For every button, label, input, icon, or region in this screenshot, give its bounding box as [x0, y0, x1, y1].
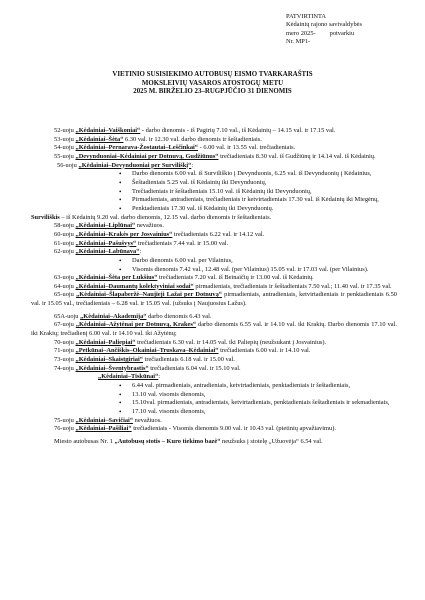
route-name: „Kėdainiai–Pašušvys“: [75, 239, 137, 247]
route-name: Surviliškis: [31, 213, 60, 221]
route-number: 73-uoju: [54, 356, 74, 364]
route-number: 53-uoju: [54, 135, 74, 143]
route-70: [31, 339, 397, 348]
route-54: [31, 144, 397, 153]
route-schedule: trečiadieniais 8.30 val. iš Gudžiūnų ir 14.14 val. iš Kėdainių.: [218, 152, 376, 160]
route-number: 71-uoju: [54, 347, 74, 355]
route-53: [31, 136, 397, 145]
route-schedule: – iš Kėdainių 9.20 val. darbo dienomis, 12.15 val. darbo dienomis ir šeštadieniais.: [59, 213, 272, 221]
route-number: 64-uoju: [54, 282, 74, 290]
route-schedule: - 6.00 val. ir 13.55 val. trečiadieniais.: [198, 144, 296, 152]
route-schedule: darbo dienomis 6.43 val.: [146, 312, 212, 320]
list-item: • Šeštadieniais 5.25 val. iš Kėdainių iki Devynduonių,: [31, 179, 397, 188]
route-schedule: 6.30 val. ir 12.30 val. darbo dienomis ir šeštadieniais.: [123, 135, 262, 143]
route-name: „Kėdainiai–Šlapaberžė–Naujieji Lažai per Dotnuvą“: [76, 291, 222, 299]
footer-route-name: „Autobusų stotis – Kuro tiekimo bazė“: [114, 437, 221, 445]
route-name: „Kėdainiai–Ažytėnai per Dotnuvą, Krakes“: [75, 321, 197, 329]
route-56: [31, 162, 397, 171]
document-title: [40, 71, 385, 97]
route-name: „Kėdainiai–Labūnava“: [75, 248, 140, 256]
route-number: 65A-uoju: [54, 312, 79, 320]
route-name: „Kėdainiai–Vaiškoniai“: [75, 127, 141, 134]
list-item: • 6.44 val. pirmadieniais, antradieniais, ketvirtadieniais, penktadieniais ir šeštadieniais,: [31, 382, 397, 391]
route-number: 62-uoju: [54, 248, 74, 256]
route-name: „Devynduoniai–Kėdainiai per Dotnuvą, Gudžiūnus“: [75, 152, 219, 160]
list-item: • Darbo dienomis 6.00 val. per Vilainius,: [31, 257, 397, 266]
route-schedule: pirmadieniais, antradieniais, ketvirtadieniais ir penktadieniais 6.50 val. ir 15.05 val., trečiadieniais – 6.28 val. ir 15.05 val. (užsuks į Naujuosius Lažus).: [31, 291, 397, 308]
route-name: „Kėdainiai–Šėta per Lukšius“: [75, 274, 158, 282]
route-name: „Kėdainiai–Šventybrastis“: [75, 364, 149, 372]
route-56-schedule-list: [31, 170, 397, 213]
route-schedule: :: [191, 161, 194, 169]
route-schedule: trečiadieniais 6.22 val. ir 14.12 val.: [172, 230, 265, 238]
route-number: 55-uoju: [54, 152, 74, 160]
list-item: • 17.10 val. visomis dienomis,: [31, 408, 397, 417]
route-58: [31, 222, 397, 231]
route-61: [31, 240, 397, 249]
footer-note: [31, 438, 397, 447]
route-62-schedule-list: [31, 257, 397, 274]
route-number: 52-uoju: [54, 127, 74, 134]
route-schedule: trečiadieniais 6.04 val. ir 15.10 val.: [148, 364, 241, 372]
route-71: [31, 347, 397, 356]
route-number: 61-uoju: [54, 239, 74, 247]
approval-date: mero 2025-: [286, 29, 316, 37]
route-tiskunai-schedule-list: [31, 382, 397, 417]
route-surviliskis: [31, 214, 397, 223]
route-74: [31, 365, 397, 374]
route-schedule: trečiadieniais 6.18 val. ir 15.00 val.: [142, 356, 235, 364]
route-name: „Kėdainiai–Šėta“: [75, 135, 124, 143]
route-name: „Kėdainiai–Liplūnai“: [75, 222, 136, 230]
route-schedule: darbo dienomis 6.55 val. ir 14.10 val. iki Krakių. Darbo dienomis 17.10 val. iki Krakių; trečiadienį 6.00 val. ir 14.10 val. iki Ažytėnų;: [31, 321, 397, 338]
route-name: „Kėdainiai–Savičiai“: [75, 416, 134, 424]
list-item: • Trečiadieniais ir šeštadieniais 15.10 val. iš Kėdainių iki Devynduonių,: [31, 188, 397, 197]
route-number: 76-uoju: [54, 425, 74, 433]
footer-text: neužsuks į stotelę „Užuovėja“ 6.54 val.: [220, 437, 323, 445]
route-name: „Petkūnai–Ančiškis–Okainiai–Truskava–Kėdainiai“: [75, 347, 219, 355]
document-body: [31, 127, 397, 447]
route-schedule: :: [139, 248, 142, 256]
route-schedule: trečiadieniais 7.44 val. ir 15.00 val.: [136, 239, 229, 247]
route-name: „Kėdainiai–Tiskūnai“: [98, 373, 159, 381]
list-item: • 15.10val. pirmadieniais, antradieniais, ketvirtadieniais, penktadieniais šeštadieniais ir sekmadieniais,: [31, 399, 397, 408]
route-name: „Kėdainiai–Krakės per Josvainius“: [75, 230, 173, 238]
route-schedule: - darbo dienomis - iš Pagirių 7.10 val., iš Kėdainių – 14.15 val. ir 17.15 val.: [140, 127, 336, 134]
route-name: „Kėdainiai–Akademija“: [80, 312, 147, 320]
route-schedule: trečiadieniais 6.00 val. ir 14.10 val.: [218, 347, 311, 355]
route-75: [31, 417, 397, 426]
approval-date-line: [286, 30, 418, 38]
approval-number: Nr. MP1-: [286, 38, 311, 46]
route-number: 65-uoju: [54, 291, 74, 299]
route-number: 63-uoju: [54, 274, 74, 282]
route-63: [31, 274, 397, 283]
route-name: „Kėdainiai–Paliepiai“: [75, 338, 136, 346]
route-schedule: trečiadieniais 6.30 val. ir 14.05 val. iki Paliepių (neužsukant į Josvainius).: [135, 338, 327, 346]
route-name: „Kėdainiai–Devynduoniai per Surviliškį“: [78, 161, 192, 169]
route-number: 67-uoju: [54, 321, 74, 329]
route-number: 70-uoju: [54, 338, 74, 346]
list-item: • 13.10 val. visomis dienomis,: [31, 391, 397, 400]
route-name: „Kėdainiai–Daumantų kolektyviniai sodai“: [75, 282, 194, 290]
route-65a: [31, 313, 397, 322]
route-schedule: trečiadieniais - Visomis dienomis 9.00 val. ir 10.43 val. (pietinių apvažiavimu).: [131, 425, 336, 433]
route-number: 58-uoju: [54, 222, 74, 230]
route-76: [31, 425, 397, 434]
title-line-1: VIETINIO SUSISIEKIMO AUTOBUSŲ EISMO TVARKARAŠTIS: [112, 71, 313, 78]
title-line-2: MOKSLEIVIŲ VASAROS ATOSTOGŲ METU: [141, 79, 284, 87]
route-55: [31, 153, 397, 162]
route-73: [31, 356, 397, 365]
title-line-3: 2025 M. BIRŽELIO 23–RUGPJŪČIO 31 DIENOMIS: [133, 88, 292, 96]
route-52: [31, 127, 397, 136]
approval-order: potvarkiu: [329, 29, 355, 37]
route-schedule: nevažiuos.: [133, 416, 162, 424]
route-schedule: :: [158, 373, 161, 381]
route-number: 54-uoju: [54, 144, 74, 152]
approval-stamp: [286, 13, 418, 47]
list-item: • Pirmadieniais, antradieniais, trečiadieniais ir ketvirtadieniais 17.30 val. iš Kėdainių iki Miegėnų,: [31, 196, 397, 205]
route-name: „Kėdainiai–Pašiliai“: [75, 425, 132, 433]
route-tiskunai: [31, 373, 397, 382]
list-item: • Penktadieniais 17.30 val. iš Kėdainių iki Devynduonių.: [31, 205, 397, 214]
route-number: 75-uoju: [54, 416, 74, 424]
route-65: [31, 291, 397, 308]
route-schedule: trečiadieniais 7.20 val. iš Beinaičių ir 13.00 val. iš Kėdainių.: [157, 274, 314, 282]
route-number: 74-uoju: [54, 364, 74, 372]
approval-issuer: Kėdainių rajono savivaldybės: [286, 21, 362, 29]
approval-title: PATVIRTINTA: [286, 13, 327, 20]
route-number: 56-uoju: [57, 161, 77, 169]
route-62: [31, 248, 397, 257]
list-item: • Visomis dienomis 7.42 val., 12.48 val. (per Vilainius) 15.05 val. ir 17.03 val. (per Vilainius).: [31, 266, 397, 275]
footer-text: Miesto autobusas Nr. 1: [54, 437, 115, 445]
route-number: 60-uoju: [54, 230, 74, 238]
route-name: „Kėdainiai–Skaistgiriai“: [75, 356, 143, 364]
route-60: [31, 231, 397, 240]
route-67: [31, 321, 397, 338]
route-schedule: pirmadieniais, trečiadieniais ir šeštadieniais 7.50 val.; 11.40 val. ir 17.35 val.: [193, 282, 392, 290]
route-schedule: nevažiuos.: [135, 222, 164, 230]
route-name: „Kėdainiai–Pernarava-Žostautai–Leščinkai“: [75, 144, 198, 152]
list-item: • Darbo dienomis 6.00 val. iš Surviliškio į Devynduonis, 6.25 val. iš Devynduonių į Kėdainius,: [31, 170, 397, 179]
